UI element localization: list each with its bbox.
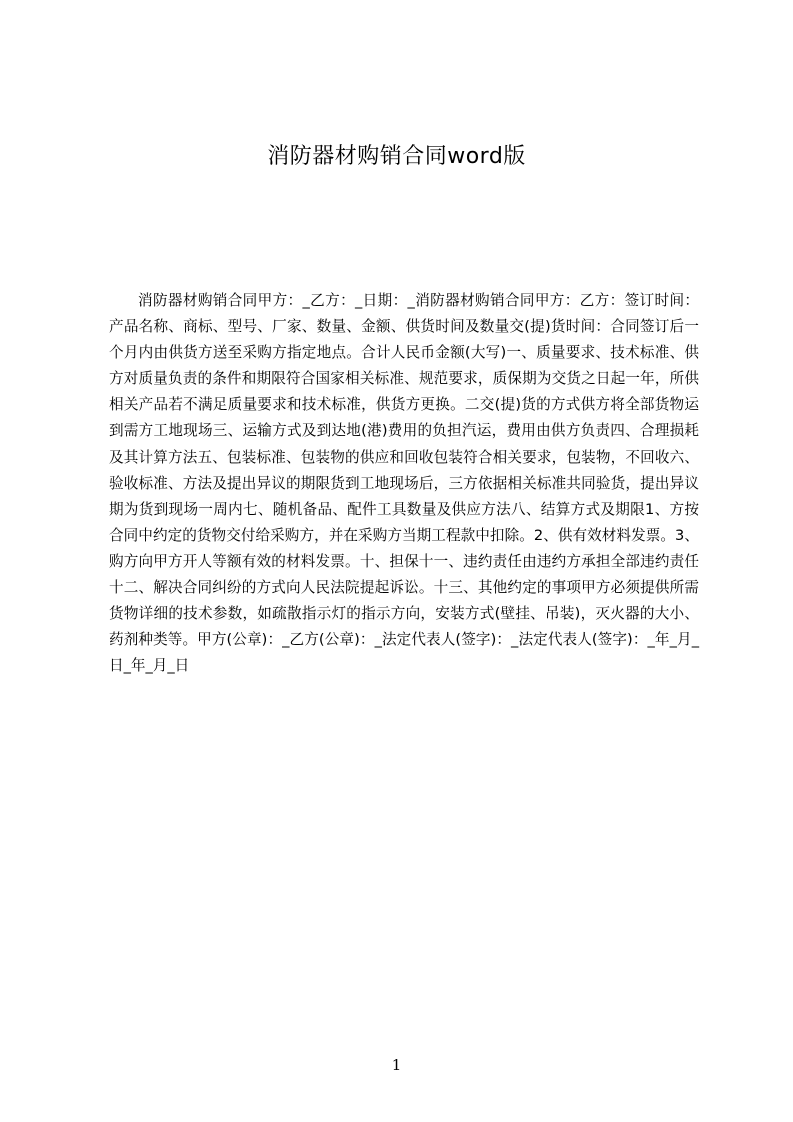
page-number: 1 bbox=[391, 1056, 402, 1074]
page-title: 消防器材购销合同word版 bbox=[267, 144, 526, 169]
contract-body-text: 消防器材购销合同甲方：_乙方：_日期：_消防器材购销合同甲方：乙方：签订时间：产品名称、商标、型号、厂家、数量、金额、供货时间及数量交(提)货时间：合同签订后一个月内由供货方送至采购方指定地点。合计人民币金额(大写)一、质量要求、技术标准、供方对质量负责的条件和期限符合国家相关标准、规范要求，质保期为交货之日起一年，所供相关产品若不满足质量要求和技术标准，供货方更换。二交(提)货的方式供方将全部货物运到需方工地现场三、运输方式及到达地(港)费用的负担汽运，费用由供方负责四、合理损耗及其计算方法五、包装标准、包装物的供应和回收包装符合相关要求，包装物，不回收六、验收标准、方法及提出异议的期限货到工地现场后，三方依据相关标准共同验货，提出异议期为货到现场一周内七、随机备品、配件工具数量及供应方法八、结算方式及期限1、方按合同中约定的货物交付给采购方，并在采购方当期工程款中扣除。2、供有效材料发票。3、购方向甲方开人等额有效的材料发票。十、担保十一、违约责任由违约方承担全部违约责任十二、解决合同纠纷的方式向人民法院提起诉讼。十三、其他约定的事项甲方必须提供所需货物详细的技术参数，如疏散指示灯的指示方向，安装方式(壁挂、吊装)，灭火器的大小、药剂种类等。甲方(公章)：_乙方(公章)：_法定代表人(签字)：_法定代表人(签字)：_年_月_日_年_月_日 bbox=[109, 292, 700, 675]
